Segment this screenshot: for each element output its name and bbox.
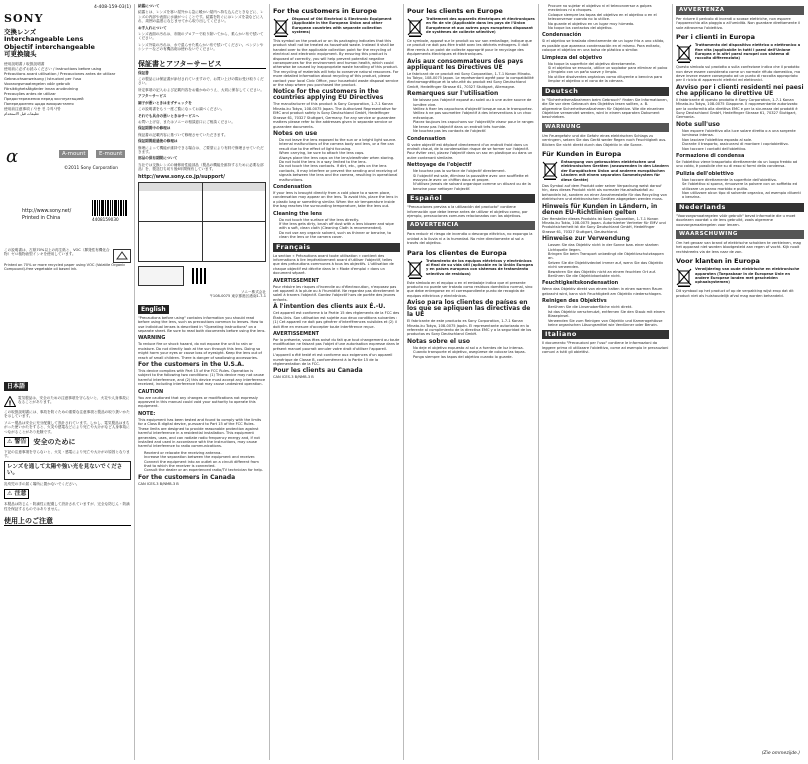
list-item: • Se l'obiettivo si sporca, rimuovere la polvere con un soffietto ed utilizzare un panno morbido e pulito. bbox=[682, 182, 804, 191]
jp-para: レンズ表面の汚れは、市販のブロアーで取り除いてから、柔らかい布で拭いてください。 bbox=[138, 32, 264, 41]
list-item: • Durante il trasporto, assicurarsi di montare i copriobiettivo. bbox=[682, 142, 804, 146]
continued-note: (Zie ommezijde.) bbox=[761, 750, 800, 756]
weee-text: Questo simbolo sul prodotto o sulla confezione indica che il prodotto non deve essere considerato come un normale rifiuto domestico, ma deve invece essere consegnato ad un punto di raccolta appropriato per il riciclo di apparecchi elettrici ed elettronici. bbox=[676, 65, 801, 83]
en-warning-title: WARNING bbox=[138, 335, 166, 342]
formazione-title: Formazione di condensa bbox=[676, 152, 745, 159]
safety-title: 安全のために bbox=[33, 437, 76, 446]
fr-intro: La section « Précautions avant toute utilisation » contient des informations à lire impérativement avant d'utiliser l'objectif, telles que des précautions communes à tous les objectifs. L'utilisation de chaque objectif est décrite dans le « Mode d'emploi » dans un document séparé. bbox=[273, 253, 394, 276]
title-zh: 可更换镜头 bbox=[4, 50, 37, 58]
column-4 bbox=[407, 0, 535, 764]
jp-para: 乳幼児の手の届く場所に置かないでください。 bbox=[4, 481, 80, 486]
weee-text: Este símbolo en el equipo o en el embalaje indica que el presente producto no puede ser tratado como residuos doméstico normal, sino que debe entregarse en el correspondiente punto de recogida de equipos eléctricos y electrónicos. bbox=[407, 280, 533, 298]
eu-de-text: Der Hersteller dieses Produkts ist Sony Corporation, 1-7-1 Konan Minato-ku Tokio, 108-0075 Japan. Autorisierter Vertreter für EMV und Produktsicherheit ist die Sony Deutschland GmbH, Hedelfinger Strasse 61, 70327 Stuttgart, Deutschland. bbox=[542, 216, 666, 234]
lang-badge-it: Italiano bbox=[542, 330, 669, 339]
it-intro: Il documento "Precauzioni per l'uso" contiene le informazioni da leggere prima di utilizzare l'obiettivo, come ad esempio le precauzioni comuni a tutti gli obiettivi. bbox=[542, 341, 669, 355]
weee-bin-icon bbox=[407, 17, 423, 37]
manual-line: Gebrauchsanweisung / Istruzioni per l'uso bbox=[4, 76, 82, 81]
contact-box bbox=[138, 182, 266, 262]
list-item: • Ne laissez pas l'objectif exposé au soleil ou à une autre source de lumière vive. bbox=[413, 98, 535, 107]
lang-badge-es: Español bbox=[407, 194, 535, 203]
list-item: • Non esporre l'obiettivo alla luce solare diretta o a una sorgente luminosa intensa. bbox=[682, 129, 804, 138]
list-item: • Ponga siempre las tapas del objetivo cuando lo guarde. bbox=[413, 355, 535, 359]
service-para: 修理によって機能が維持できる場合は、ご要望により有料で修理させていただきます。 bbox=[138, 145, 264, 154]
waarschuwing-text: Om het gevaar van brand of elektrische schokken te verkleinen, mag het apparaat niet worden blootgesteld aan regen of vocht. Kijk nooit rechtstreeks via de lens naar de zon. bbox=[676, 240, 801, 254]
printed-in: Printed in China bbox=[22, 216, 61, 221]
condensacion-text: Si el objetivo se traslada directamente de un lugar frío a uno cálido, es posible que aparezca condensación en el mismo. Para evitarlo, coloque el objetivo en una bolsa de plástico o similar. bbox=[542, 39, 665, 53]
jp-para: ソニー製品は安全に充分配慮して設計されています。しかし、電気製品はまちがった使いかたをすると、火災や感電などにより死亡や大けがなど人身事故につながることがあり危険です。 bbox=[4, 420, 130, 434]
service-para: 当社では交換レンズの補修用性能部品（製品の機能を維持するために必要な部品）を、製造打ち切り後6年間保有しています。 bbox=[138, 162, 264, 172]
list-item: • Ist das Objektiv verschmutzt, entfernen Sie den Staub mit einem Blasepinsel. bbox=[548, 310, 669, 319]
service-para: この製品には保証書が添付されていますので、お買い上げの際お受け取りください。 bbox=[138, 77, 264, 86]
eu-es-text: El fabricante de este producto es Sony Corporation, 1-7-1 Konan Minato-ku Tokyo, 108-0075 Japón. El representante autorizado en lo referente al cumplimiento de la directiva EMC y a la seguridad de los productos es Sony Deutschland GmbH. bbox=[407, 319, 532, 337]
en-note-text: This equipment has been tested and found to comply with the limits for a Class B digital device, pursuant to Part 15 of the FCC Rules. These limits are designed to provide reasonable protection against harmful interference in a residential installation. This equipment generates, uses, and can radiate radio frequency energy and, if not installed and used in accordance with the instructions, may cause harmful interference to radio communications. bbox=[138, 417, 262, 449]
list-item: • When carrying, be sure to attach the lens caps. bbox=[279, 151, 400, 155]
en-canada-text: CAN ICES-3 B/NMB-3 B bbox=[138, 481, 179, 486]
en-caution-text: You are cautioned that any changes or modifications not expressly approved in this manual could void your authority to operate this equipment. bbox=[138, 395, 258, 409]
nl-intro: "Voorzorgsmaatregelen vóór gebruik" bevat informatie die u moet doorlezen voordat u de lens gebruikt, zoals algemene voorzorgsmaatregelen voor lenzen. bbox=[676, 213, 796, 227]
list-item: • Berühren Sie die Linsenoberfläche nicht direkt. bbox=[548, 305, 669, 309]
copyright: ©2011 Sony Corporation bbox=[64, 166, 118, 171]
weee-text: Ce symbole, apposé sur le produit ou sur son emballage, indique que ce produit ne doit pas être traité avec les déchets ménagers. Il doit être remis à un point de collecte approprié pour le recyclage des équipements électriques et électroniques. bbox=[407, 39, 532, 57]
barcode-number: 4408159030 bbox=[92, 217, 119, 222]
list-item: • No utilice disolventes orgánicos como diluyente o bencina para limpiar el objetivo o el cono de la cámara. bbox=[548, 75, 669, 84]
jp-warning-block bbox=[4, 396, 131, 528]
list-item: • Increase the separation between the equipment and receiver. bbox=[144, 455, 266, 459]
en-intro: "Precautions before using" contains information you should read before using the lens, such as precautions common to lenses. How to use individual lenses is described in "Operating instructions" on a separate sheet. Be sure to read both documents before using the lens. bbox=[138, 315, 266, 333]
jp-para: 下記の注意事項を守らないと、火災・感電により死亡や大けがの原因となります。 bbox=[4, 450, 130, 459]
weee-bin-icon bbox=[407, 259, 423, 279]
contact-qr-row bbox=[138, 266, 266, 286]
condensation-title: Condensation bbox=[273, 183, 312, 190]
service-para: 保証書の記載内容に基づいて修理させていただきます。 bbox=[138, 132, 228, 137]
weee-bin-icon bbox=[273, 17, 289, 37]
title-fr: Objectif interchangeable bbox=[4, 42, 95, 51]
eu-fr-title: Avis aux consommateurs des pays appliquant les Directives UE bbox=[407, 57, 524, 71]
a-mount-badge: A-mount bbox=[59, 150, 88, 158]
service-para: お買い上げ店、またはソニーの相談窓口にご相談ください。 bbox=[138, 119, 235, 124]
en-caution-title: CAUTION bbox=[138, 388, 164, 395]
weee-row bbox=[676, 267, 804, 287]
eu-es-title: Aviso para los clientes de países en los que se apliquen las directivas de la UE bbox=[407, 299, 531, 319]
jp-para: 電気製品は、安全のための注意事項を守らないと、火災や人身事故になることがあります。 bbox=[18, 396, 130, 405]
column-6 bbox=[676, 0, 804, 764]
manual-line: Précautions avant utilisation / Precauciones antes de utilizar bbox=[4, 71, 116, 76]
manual-line: Предостережения перед эксплуатацией bbox=[4, 96, 84, 101]
fr-canada-text: CAN ICES-3 B/NMB-3 B bbox=[273, 375, 314, 380]
en-warning-text: To reduce fire or shock hazard, do not expose the unit to rain or moisture. Do not directly look at the sun through this lens. Doing so might harm your eyes or cause loss of eyesight. Keep the lens out of reach of small children. There is danger of swallowing accessories. bbox=[138, 342, 262, 360]
remarques-title: Remarques sur l'utilisation bbox=[407, 90, 499, 98]
fr-avert2-title: AVERTISSEMENT bbox=[273, 330, 320, 337]
list-item: • Ne touchez pas les contacts de l'objectif. bbox=[413, 129, 535, 133]
en-note-title: NOTE: bbox=[138, 410, 156, 417]
fr-avert2-text: Par la présente, vous êtes avisé du fait que tout changement ou toute modification ne faisant pas l'objet d'une autorisation expresse dans le présent manuel pourrait annuler votre droit d'utiliser l'appareil. bbox=[273, 337, 400, 351]
weee-heading: Disposal of Old Electrical & Electronic Equipment (Applicable in the European Union and other European countries with separate collection systems) bbox=[292, 17, 392, 35]
eu-it-text: Il fabbricante di questo prodotto è Sony Corporation, 1-7-1 Konan Minato-ku Tokyo, 108-0075 Giappone. Il rappresentante autorizzato per la conformità alla direttiva EMC e per la sicurezza dei prodotti è Sony Deutschland GmbH, Hedelfinger Strasse 61, 70327 Stuttgart, Germania. bbox=[676, 97, 798, 120]
manual-line: 使用前に必ずお読みください / Instructions before using bbox=[4, 66, 102, 71]
service-para: 保証書 bbox=[138, 70, 149, 75]
recycle-note-jp: この説明書は、古紙70%以上の再生紙と、VOC（揮発性有機化合物）ゼロ植物油型インキを使用しています。 bbox=[4, 248, 110, 257]
europe-es-title: Para los clientes de Europa bbox=[407, 248, 507, 257]
list-item: • Si el objetivo se ensucia, utilice un soplador para eliminar el polvo y límpielo con un paño suave y limpio. bbox=[548, 66, 669, 75]
list-item: • Always place the lens caps on the lens/viewfinder when storing. bbox=[279, 156, 400, 160]
svg-text:!: ! bbox=[8, 399, 12, 407]
recycle-block bbox=[4, 248, 131, 272]
jp-warning-box bbox=[4, 461, 131, 480]
jp-para: この取扱説明書には、事故を防ぐための重要な注意事項と製品の取り扱いかたを示しています。 bbox=[4, 410, 130, 419]
list-item: • Non toccare direttamente la superficie dell'obiettivo. bbox=[682, 178, 804, 182]
eu-fr-text: Le fabricant de ce produit est Sony Corporation, 1-7-1 Konan Minato-ku Tokyo, 108-0075 Japon. Le représentant agréé pour la compatibilité électromagnétique et la sécurité du produit est Sony Deutschland GmbH, Hedelfinger Strasse 61, 70327 Stuttgart, Allemagne. bbox=[407, 71, 534, 89]
list-item: • No guarde el objetivo en un lugar muy húmedo. bbox=[548, 22, 669, 26]
europe-nl-title: Voor klanten in Europa bbox=[676, 257, 760, 266]
weee-text: Dit symbool op het product of op de verpakking wijst erop dat dit product niet als huishoudelijk afval mag worden behandeld. bbox=[676, 289, 794, 298]
feucht-title: Feuchtigkeitskondensation bbox=[542, 280, 619, 287]
list-item: • Do not leave the lens exposed to the sun or a bright light source. bbox=[279, 138, 400, 142]
advertencia-title: ADVERTENCIA bbox=[407, 221, 535, 230]
list-item: • Internal malfunctions of the camera body and lens, or a fire can result due to the effect of light focusing. bbox=[279, 142, 400, 151]
notas-title: Notas sobre el uso bbox=[407, 337, 471, 345]
warning-triangle-icon bbox=[4, 396, 16, 407]
jp-para: 本製品は防じん・防滴性に配慮して設計されていますが、完全な防じん・防滴性を保証するものではありません。 bbox=[4, 502, 130, 511]
fr-avert-text: Pour réduire les risques d'incendie ou d'électrocution, n'exposez pas cet appareil à la pluie ou à l'humidité. Ne regardez pas directement le soleil à travers l'objectif. Gardez l'objectif hors de portée des jeunes enfants. bbox=[273, 284, 400, 302]
weee-heading: Entsorgung von gebrauchten elektrischen und elektronischen Geräten (anzuwenden in den Ländern der Europäischen Union und anderen europäischen Ländern mit einem separaten Sammelsystem für diese Geräte) bbox=[561, 159, 669, 182]
weee-bin-icon bbox=[676, 43, 692, 63]
en-canada-title: For the customers in Canada bbox=[138, 473, 236, 481]
fr-canada-title: Pour les clients au Canada bbox=[273, 367, 363, 375]
service-para: 部品の保有期間について bbox=[138, 156, 178, 161]
weee-heading: Tratamiento de los equipos eléctricos y electrónicos al final de su vida útil (aplicable en la Unión Europea y en países europeos con sistemas de tratamiento selectivo de residuos) bbox=[426, 258, 534, 276]
service-para: アフターサービス bbox=[138, 94, 167, 99]
list-item: • Do not use any organic solvent, such as thinner or benzine, to clean the lens or the camera cover. bbox=[279, 231, 400, 240]
support-url[interactable]: http://www.sony.co.jp/support/ bbox=[138, 173, 225, 180]
qr-code bbox=[192, 268, 208, 284]
list-item: • Consult the dealer or an experienced radio/TV technician for help. bbox=[144, 468, 266, 472]
eu-it-title: Avviso per i clienti residenti nei paesi che applicano le direttive UE bbox=[676, 83, 804, 97]
warnung-text: Um Feuergefahr und die Gefahr eines elektrischen Schlags zu verringern, setzen Sie das Gerät weder Regen noch Feuchtigkeit aus. Blicken Sie nicht direkt durch das Objektiv in die Sonne. bbox=[542, 133, 667, 147]
recycle-graphic bbox=[113, 249, 131, 263]
title-en: Interchangeable Lens bbox=[4, 35, 84, 43]
warnung-title: WARNUNG bbox=[542, 123, 669, 132]
notes-title: Notes on use bbox=[273, 129, 318, 137]
weee-heading: Traitement des appareils électriques et électroniques en fin de vie (Applicable dans les pays de l'Union Européenne et aux autres pays européens disposant de systèmes de collecte sélective) bbox=[426, 17, 535, 35]
note-it-title: Note sull'uso bbox=[676, 120, 720, 128]
service-para: 所定事項の記入および記載内容をお確かめのうえ、大切に保存してください。 bbox=[138, 87, 264, 92]
alpha-logo: α bbox=[6, 146, 19, 167]
condensation-text: If your lens is brought directly from a cold place to a warm place, condensation may appear on the lens. To avoid this, place the lens in a plastic bag or something similar. When the air temperature inside the bag reaches the surrounding temperature, take the lens out. bbox=[273, 190, 398, 209]
es-intro: "Precauciones previas a la utilización del producto" contiene información que debe leerse antes de utilizar el objetivo como, por ejemplo, precauciones comunes relacionadas con los objetivos. bbox=[407, 205, 528, 218]
list-item: • Bewahren Sie das Objektiv nicht an einem feuchten Ort auf. bbox=[548, 270, 669, 274]
europe-it-title: Per i clienti in Europa bbox=[676, 33, 755, 42]
mount-row bbox=[4, 146, 131, 167]
list-item: • N'utilisez jamais de solvant organique comme un diluant ou de la benzine pour nettoyer l'objectif. bbox=[413, 182, 535, 191]
europe-de-title: Für Kunden in Europa bbox=[542, 149, 622, 158]
contact-label: ソニー株式会社 bbox=[240, 289, 266, 294]
avvertenza-title: AVVERTENZA bbox=[676, 6, 804, 15]
weee-row bbox=[542, 160, 669, 182]
list-item: • Veillez à ne pas soumettre l'objectif à des interventions à un choc mécanique. bbox=[413, 111, 535, 120]
list-item: • No toque los contactos del objetivo. bbox=[548, 26, 669, 30]
en-usa-title: For the customers in the U.S.A. bbox=[138, 361, 245, 369]
weee-text: Das Symbol auf dem Produkt oder seiner Verpackung weist darauf hin, dass dieses Produkt nicht als normaler Haushaltsabfall zu behandeln ist, sondern an einer Annahmestelle für das Recycling von elektrischen und elektronischen Geräten abgegeben werden muss. bbox=[542, 183, 667, 202]
condensation-fr-text: Si votre objectif est déplacé directement d'un endroit froid dans un endroit chaud, de la condensation risque de se former sur l'objectif. Pour éviter ceci, placez l'objectif dans un sac en plastique ou dans un autre contenant similaire. bbox=[407, 142, 533, 160]
list-item: • Non lasciare l'obiettivo esposto al sole. bbox=[682, 138, 804, 142]
europe-fr-title: Pour les clients en Europe bbox=[407, 7, 503, 15]
advertencia-text: Para reducir el riesgo de incendio o descarga eléctrica, no exponga la unidad a la lluvia ni a la humedad. No mire directamente al sol a través del objetivo. bbox=[407, 232, 533, 246]
lang-badge-fr: Français bbox=[273, 243, 400, 252]
formazione-text: Se l'obiettivo viene trasportato direttamente da un luogo freddo ad uno caldo, è possibile che su di esso si formi della condensa. bbox=[676, 159, 798, 169]
fr-usa-title: À l'intention des clients aux É.-U. bbox=[273, 303, 386, 311]
list-item: • Lassen Sie das Objektiv nicht in der Sonne bzw. einer starken Lichtquelle liegen. bbox=[548, 243, 669, 252]
list-item: • Cuando transporte el objetivo, asegúrese de colocar las tapas. bbox=[413, 350, 535, 354]
de-intro: In "Sicherheitsmaßnahmen beim Gebrauch" finden Sie Informationen, die Sie vor dem Gebrauch des Objektivs lesen sollten, z. B. allgemeine Sicherheitsmaßnahmen für Objektive. Wie die einzelnen Objektive verwendet werden, wird in einem separaten Dokument beschrieben. bbox=[542, 97, 668, 120]
column-2 bbox=[138, 0, 266, 764]
list-item: • Do not touch the lens contacts. If dirt, etc., gets on the lens contacts, it may interfere or prevent the sending and receiving of signals between the lens and the camera, resulting in operational malfunctions. bbox=[279, 164, 400, 182]
manual-line: 使用前注意事项 / 사용 전 주의사항 bbox=[4, 106, 61, 111]
manual-line: Försiktighetsåtgärder innan användning bbox=[4, 86, 78, 91]
list-item: • No deje el objetivo expuesto al sol o a fuentes de luz intensa. bbox=[413, 346, 535, 350]
cleaning-title: Cleaning the lens bbox=[273, 210, 323, 217]
limpieza-title: Limpieza del objetivo bbox=[542, 54, 603, 61]
barcode-graphic bbox=[92, 200, 128, 216]
jp-para: 結露とは、レンズを寒い屋外から急に暖かい屋内へ持ち込んだときなどに、レンズの内部や表面に水滴がつくことです。結露を防ぐにはレンズを袋などに入れ、周囲の温度になじませてから取り出してください。 bbox=[138, 10, 264, 24]
service-para: 保証期間中の修理は bbox=[138, 126, 171, 131]
manual-line: Precauções antes de utilizar bbox=[4, 91, 56, 96]
eu-de-title: Hinweis für Kunden in Ländern, in denen EU-Richtlinien gelten bbox=[542, 202, 658, 216]
weee-row bbox=[407, 259, 535, 279]
service-para: 保証期間経過後の修理は bbox=[138, 139, 178, 144]
manual-line: 使用説明書 / 取扱説明書 bbox=[4, 61, 45, 66]
caution-label: ⚠ 注意 bbox=[4, 489, 29, 499]
column-1 bbox=[4, 0, 131, 764]
list-item: • Si l'objectif est sale, éliminez la poussière avec une soufflette et essuyez-le avec un chiffon doux et propre. bbox=[413, 174, 535, 183]
feucht-text: Wenn das Objektiv direkt von einem kalten in einen warmen Raum gebracht wird, kann sich Feuchtigkeit am Objektiv niederschlagen. bbox=[542, 287, 663, 296]
jp-para: レンズ外装の汚れは、水で湿らせた柔らかい布で拭いてください。ベンジンやシンナーなどの有機溶剤は使わないでください。 bbox=[138, 42, 264, 52]
lang-badge-en: English bbox=[138, 305, 169, 314]
service-para: この説明書をもう一度ご覧になってお調べください。 bbox=[138, 107, 225, 112]
fr-note-text: L'appareil a été testé et est conforme aux exigences d'un appareil numérique de Classe B, conformément à la Partie 15 de la réglementation de la FCC. bbox=[273, 353, 393, 366]
list-item: • Veillez à fixer les capuchons d'objectif lorsque vous le transportez. bbox=[413, 107, 535, 111]
jp-use-title: 使用上のご注意 bbox=[4, 517, 131, 526]
list-item: • Do not hold the lens in a way limited to the lens. bbox=[279, 160, 400, 164]
jp-para: 結露について bbox=[138, 4, 160, 8]
list-item: • Non utilizzare alcun tipo di solvente organico, ad esempio diluenti o benzina. bbox=[682, 191, 804, 200]
condensacion-title: Condensación bbox=[542, 32, 582, 39]
eu-notice-title: Notice for the customers in the countries applying EU Directives bbox=[273, 88, 384, 102]
lang-badge-de: Deutsch bbox=[542, 87, 669, 96]
column-5 bbox=[542, 0, 669, 764]
list-item: • Connect the equipment into an outlet on a circuit different from that to which the receiver is connected. bbox=[144, 460, 266, 469]
weee-heading: Trattamento del dispositivo elettrico o elettronico a fine vita (applicabile in tutti i paesi dell'Unione Europea e in altri paesi europei con sistema di raccolta differenziata) bbox=[695, 43, 801, 61]
weee-heading: Verwijdering van oude elektrische en elektronische apparaten (Toepasbaar in de Europese Unie en andere Europese landen met gescheiden ophaalsystemen) bbox=[695, 267, 800, 285]
reinigen-title: Reinigen des Objektivs bbox=[542, 298, 607, 305]
weee-row bbox=[273, 17, 400, 37]
weee-bin-icon bbox=[542, 160, 558, 180]
contact-box-small bbox=[138, 266, 184, 286]
list-item: • No toque la superficie del objetivo directamente. bbox=[548, 62, 669, 66]
manual-line: تعليمات قبل الاستخدام bbox=[4, 111, 39, 116]
list-item: • Ne tenez pas l'objectif dans un endroit très humide. bbox=[413, 125, 535, 129]
jp-warning-box-text: レンズを通して太陽や強い光を見ないでください。 bbox=[7, 463, 123, 477]
contact-address: 〒108-0075 東京都港区港南1-7-1 bbox=[209, 294, 266, 299]
manual-title-list bbox=[4, 62, 131, 117]
list-item: • Ne touchez pas la surface de l'objectif directement. bbox=[413, 169, 535, 173]
brand-logo: SONY bbox=[4, 12, 44, 25]
weee-row bbox=[676, 43, 804, 63]
warning-label: ⚠ 警告 bbox=[4, 437, 29, 447]
service-para: それでも具合の悪いときはサービスへ bbox=[138, 113, 200, 118]
part-number: 4-408-159-03(1) bbox=[93, 5, 131, 10]
manual-line: Попередження щодо використання bbox=[4, 101, 74, 106]
weee-bin-icon bbox=[676, 267, 692, 287]
list-item: • Non toccare i contatti dell'obiettivo. bbox=[682, 147, 804, 151]
column-3 bbox=[273, 0, 400, 764]
en-usa-text: This device complies with Part 15 of the FCC Rules. Operation is subject to the following two conditions: (1) This device may not cause harmful interference, and (2) this device must accept any interference received, including interference that may cause undesired operation. bbox=[138, 369, 266, 387]
fr-usa-text: Cet appareil est conforme à la Partie 15 des règlements de la FCC des États-Unis. Son utilisation est sujette aux deux conditions suivantes : (1) Cet appareil ne doit pas générer d'interférences nuisibles et (2) il doit être en mesure d'accepter toute interférence reçue. bbox=[273, 311, 400, 329]
service-para: 調子が悪いときはまずチェックを bbox=[138, 100, 192, 105]
fr-avert-title: AVERTISSEMENT bbox=[273, 277, 320, 284]
avvertenza-text: Per ridurre il pericolo di incendi o scosse elettriche, non esporre l'apparecchio alla pioggia o all'umidità. Non guardare direttamente il sole attraverso l'obiettivo. bbox=[676, 17, 800, 30]
website: http://www.sony.net/ bbox=[22, 209, 72, 214]
list-item: • Placez toujours les capuchons sur l'objectif/le viseur pour le ranger. bbox=[413, 120, 535, 124]
hinweise-title: Hinweise zur Verwendung bbox=[542, 235, 630, 243]
barcode bbox=[92, 200, 128, 216]
europe-title: For the customers in Europe bbox=[273, 7, 377, 15]
list-item: • Reorient or relocate the receiving antenna. bbox=[144, 451, 266, 455]
e-mount-badge: E-mount bbox=[96, 150, 125, 158]
recycle-note-en: Printed on 70% or more recycled paper using VOC (Volatile Organic Compound)-free vegetable oil based ink. bbox=[4, 263, 126, 272]
manual-line: Voorzorgsmaatregelen vóór gebruik bbox=[4, 81, 71, 86]
nettoyage-title: Nettoyage de l'objectif bbox=[407, 162, 472, 169]
list-item: • Verwenden Sie zum Reinigen von Objektiv und Kameragehäuse keine organischen Lösungsmittel wie Verdünner oder Benzin. bbox=[548, 319, 669, 328]
lang-badge-nl: Nederlands bbox=[676, 203, 804, 212]
jp-para: お手入れについて bbox=[138, 25, 167, 30]
list-item: • Bringen Sie beim Transport unbedingt die Objektivschutzkappen an. bbox=[548, 252, 669, 261]
condensation-fr-title: Condensation bbox=[407, 135, 446, 142]
list-item: • Procure no sujetar el objetivo ni el teleconversor a golpes mecánicos ni a choques. bbox=[548, 4, 669, 13]
lang-badge-jp: 日本語 bbox=[4, 382, 28, 391]
title-jp: 交換レンズ bbox=[4, 28, 37, 36]
weee-row bbox=[407, 17, 535, 37]
list-item: • Berühren Sie die Objektivkontakte nicht. bbox=[548, 274, 669, 278]
waarschuwing-title: WAARSCHUWING bbox=[676, 230, 804, 239]
list-item: • Setzen Sie die Objektivdeckel immer auf, wenn Sie das Objektiv nicht verwenden. bbox=[548, 261, 669, 270]
list-item: • Coloque siempre las tapas del objetivo en el objetivo o en el teleconversor cuando no lo utilice. bbox=[548, 13, 669, 22]
recycle-icon bbox=[113, 248, 131, 262]
list-item: • If the lens gets dirty, brush off dust with a lens blower and wipe with a soft, clean cloth (Cleaning Cloth is recommended). bbox=[279, 222, 400, 231]
service-title: 保証書とアフターサービス bbox=[138, 60, 266, 69]
weee-text: This symbol on the product or on its packaging indicates that this product shall not be treated as household waste. Instead it shall be handed over to the applicable collection point for the recycling of electrical and electronic equipment. By ensuring this product is disposed of correctly, you will help prevent potential negative consequences for the environment and human health, which could otherwise be caused by inappropriate waste handling of this product. The recycling of materials will help to conserve natural resources. For more detailed information about recycling of this product, please contact your local Civic Office, your household waste disposal service or the shop where you purchased the product. bbox=[273, 39, 399, 88]
pulizia-title: Pulizia dell'obiettivo bbox=[676, 170, 734, 177]
list-item: • Do not touch the surface of the lens directly. bbox=[279, 218, 400, 222]
eu-notice-text: The manufacturer of this product is Sony Corporation, 1-7-1 Konan Minato-ku Tokyo, 108-0075 Japan. The Authorized Representative for EMC and product safety is Sony Deutschland GmbH, Hedelfinger Strasse 61, 70327 Stuttgart, Germany. For any service or guarantee matters please refer to the addresses given in separate service or guarantee documents. bbox=[273, 102, 397, 129]
